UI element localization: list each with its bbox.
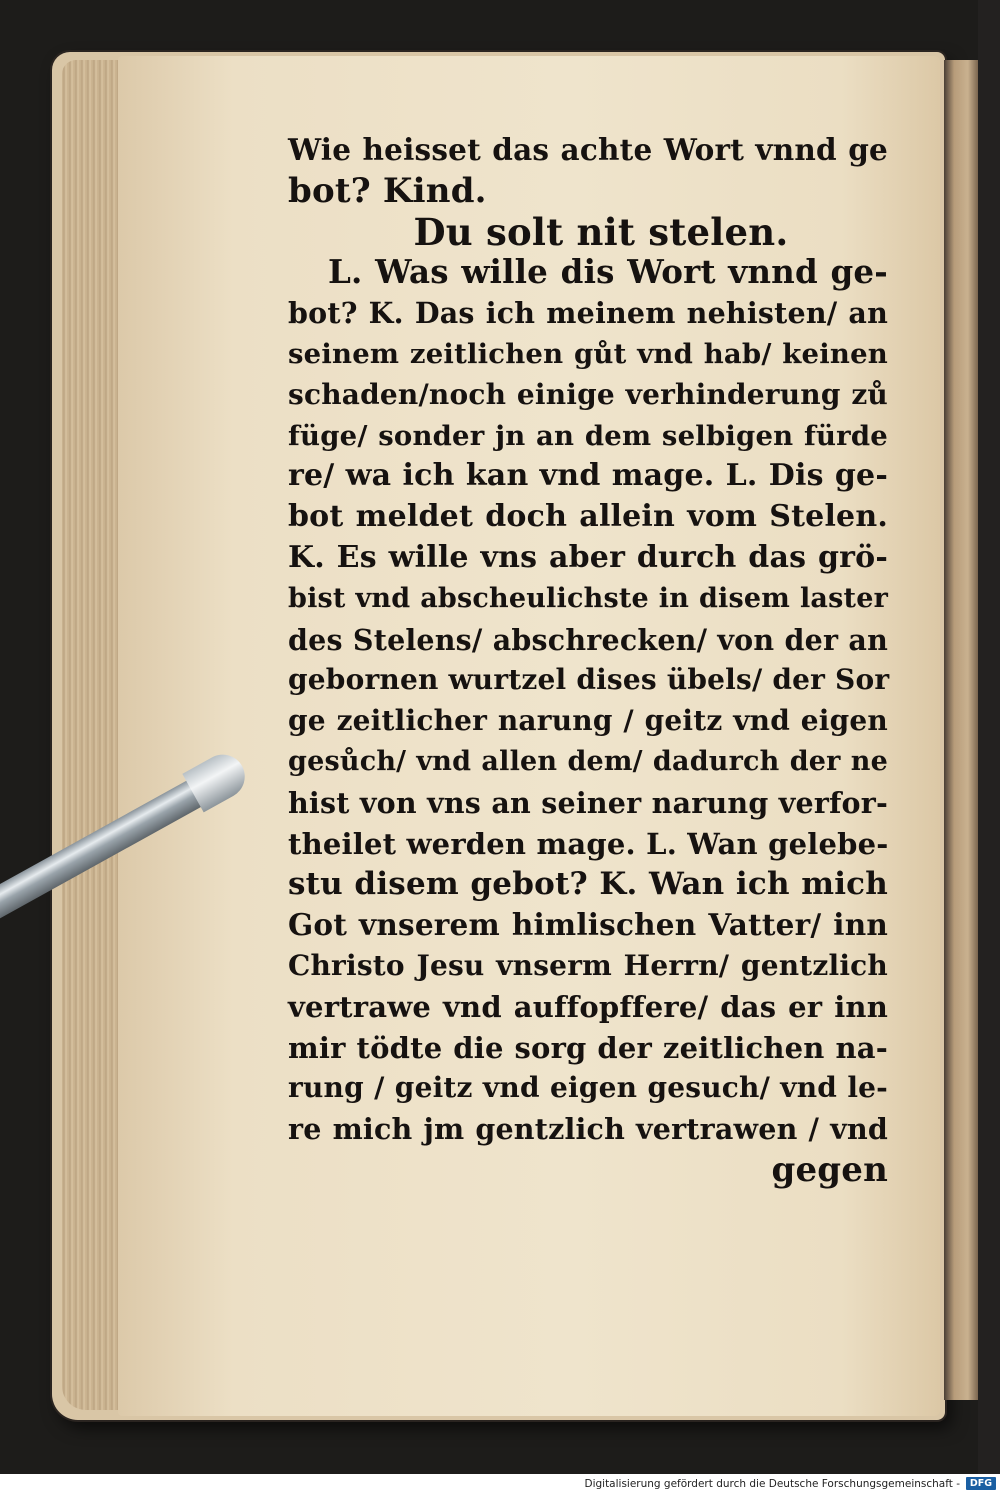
dfg-logo: DFG (966, 1477, 996, 1490)
text-line: L. Was wille dis Wort vnnd ge- (328, 252, 888, 292)
text-line: schaden/noch einige verhinderung zů (288, 377, 888, 411)
text-line: bot meldet doch allein vom Stelen. (288, 499, 888, 535)
text-line: re/ wa ich kan vnd mage. L. Dis ge- (288, 458, 888, 494)
funding-credit: Digitalisierung gefördert durch die Deutsche Forschungsgemeinschaft - (584, 1478, 960, 1490)
text-line: bist vnd abscheulichste in disem laster (288, 582, 888, 614)
text-line: Christo Jesu vnserm Herrn/ gentzlich (288, 948, 888, 982)
text-line: K. Es wille vns aber durch das grö- (288, 539, 888, 575)
text-line: hist von vns an seiner narung verfor- (288, 785, 888, 820)
facing-page-edge (944, 60, 978, 1400)
text-line: bot? Kind. (288, 170, 487, 211)
scan-frame-right (978, 0, 1000, 1474)
text-line: theilet werden mage. L. Wan gelebe- (288, 826, 889, 861)
text-line: bot? K. Das ich meinem nehisten/ an (288, 296, 888, 331)
text-line: des Stelens/ abschrecken/ von der an (288, 622, 888, 657)
text-line: Wie heisset das achte Wort vnnd ge (288, 132, 888, 167)
text-line: seinem zeitlichen gůt vnd hab/ keinen (288, 337, 888, 370)
text-line: ge zeitlicher narung / geitz vnd eigen (288, 704, 888, 738)
text-line: gesůch/ vnd allen dem/ dadurch der ne (288, 745, 888, 777)
text-line: füge/ sonder jn an dem selbigen fürde (288, 419, 888, 452)
section-heading: Du solt nit stelen. (413, 209, 789, 254)
text-line: rung / geitz vnd eigen gesuch/ vnd le- (288, 1071, 888, 1105)
catchword: gegen (771, 1149, 888, 1190)
text-line: re mich jm gentzlich vertrawen / vnd (288, 1112, 888, 1147)
text-line: gebornen wurtzel dises übels/ der Sor (288, 663, 890, 697)
text-line: stu disem gebot? K. Wan ich mich (288, 866, 888, 903)
text-line: vertrawe vnd auffopffere/ das er inn (288, 989, 888, 1024)
footer-bar (0, 1474, 1000, 1494)
page-text (288, 130, 888, 1191)
text-line: Got vnserem himlischen Vatter/ inn (288, 907, 888, 943)
text-line: mir tödte die sorg der zeitlichen na- (288, 1030, 888, 1065)
